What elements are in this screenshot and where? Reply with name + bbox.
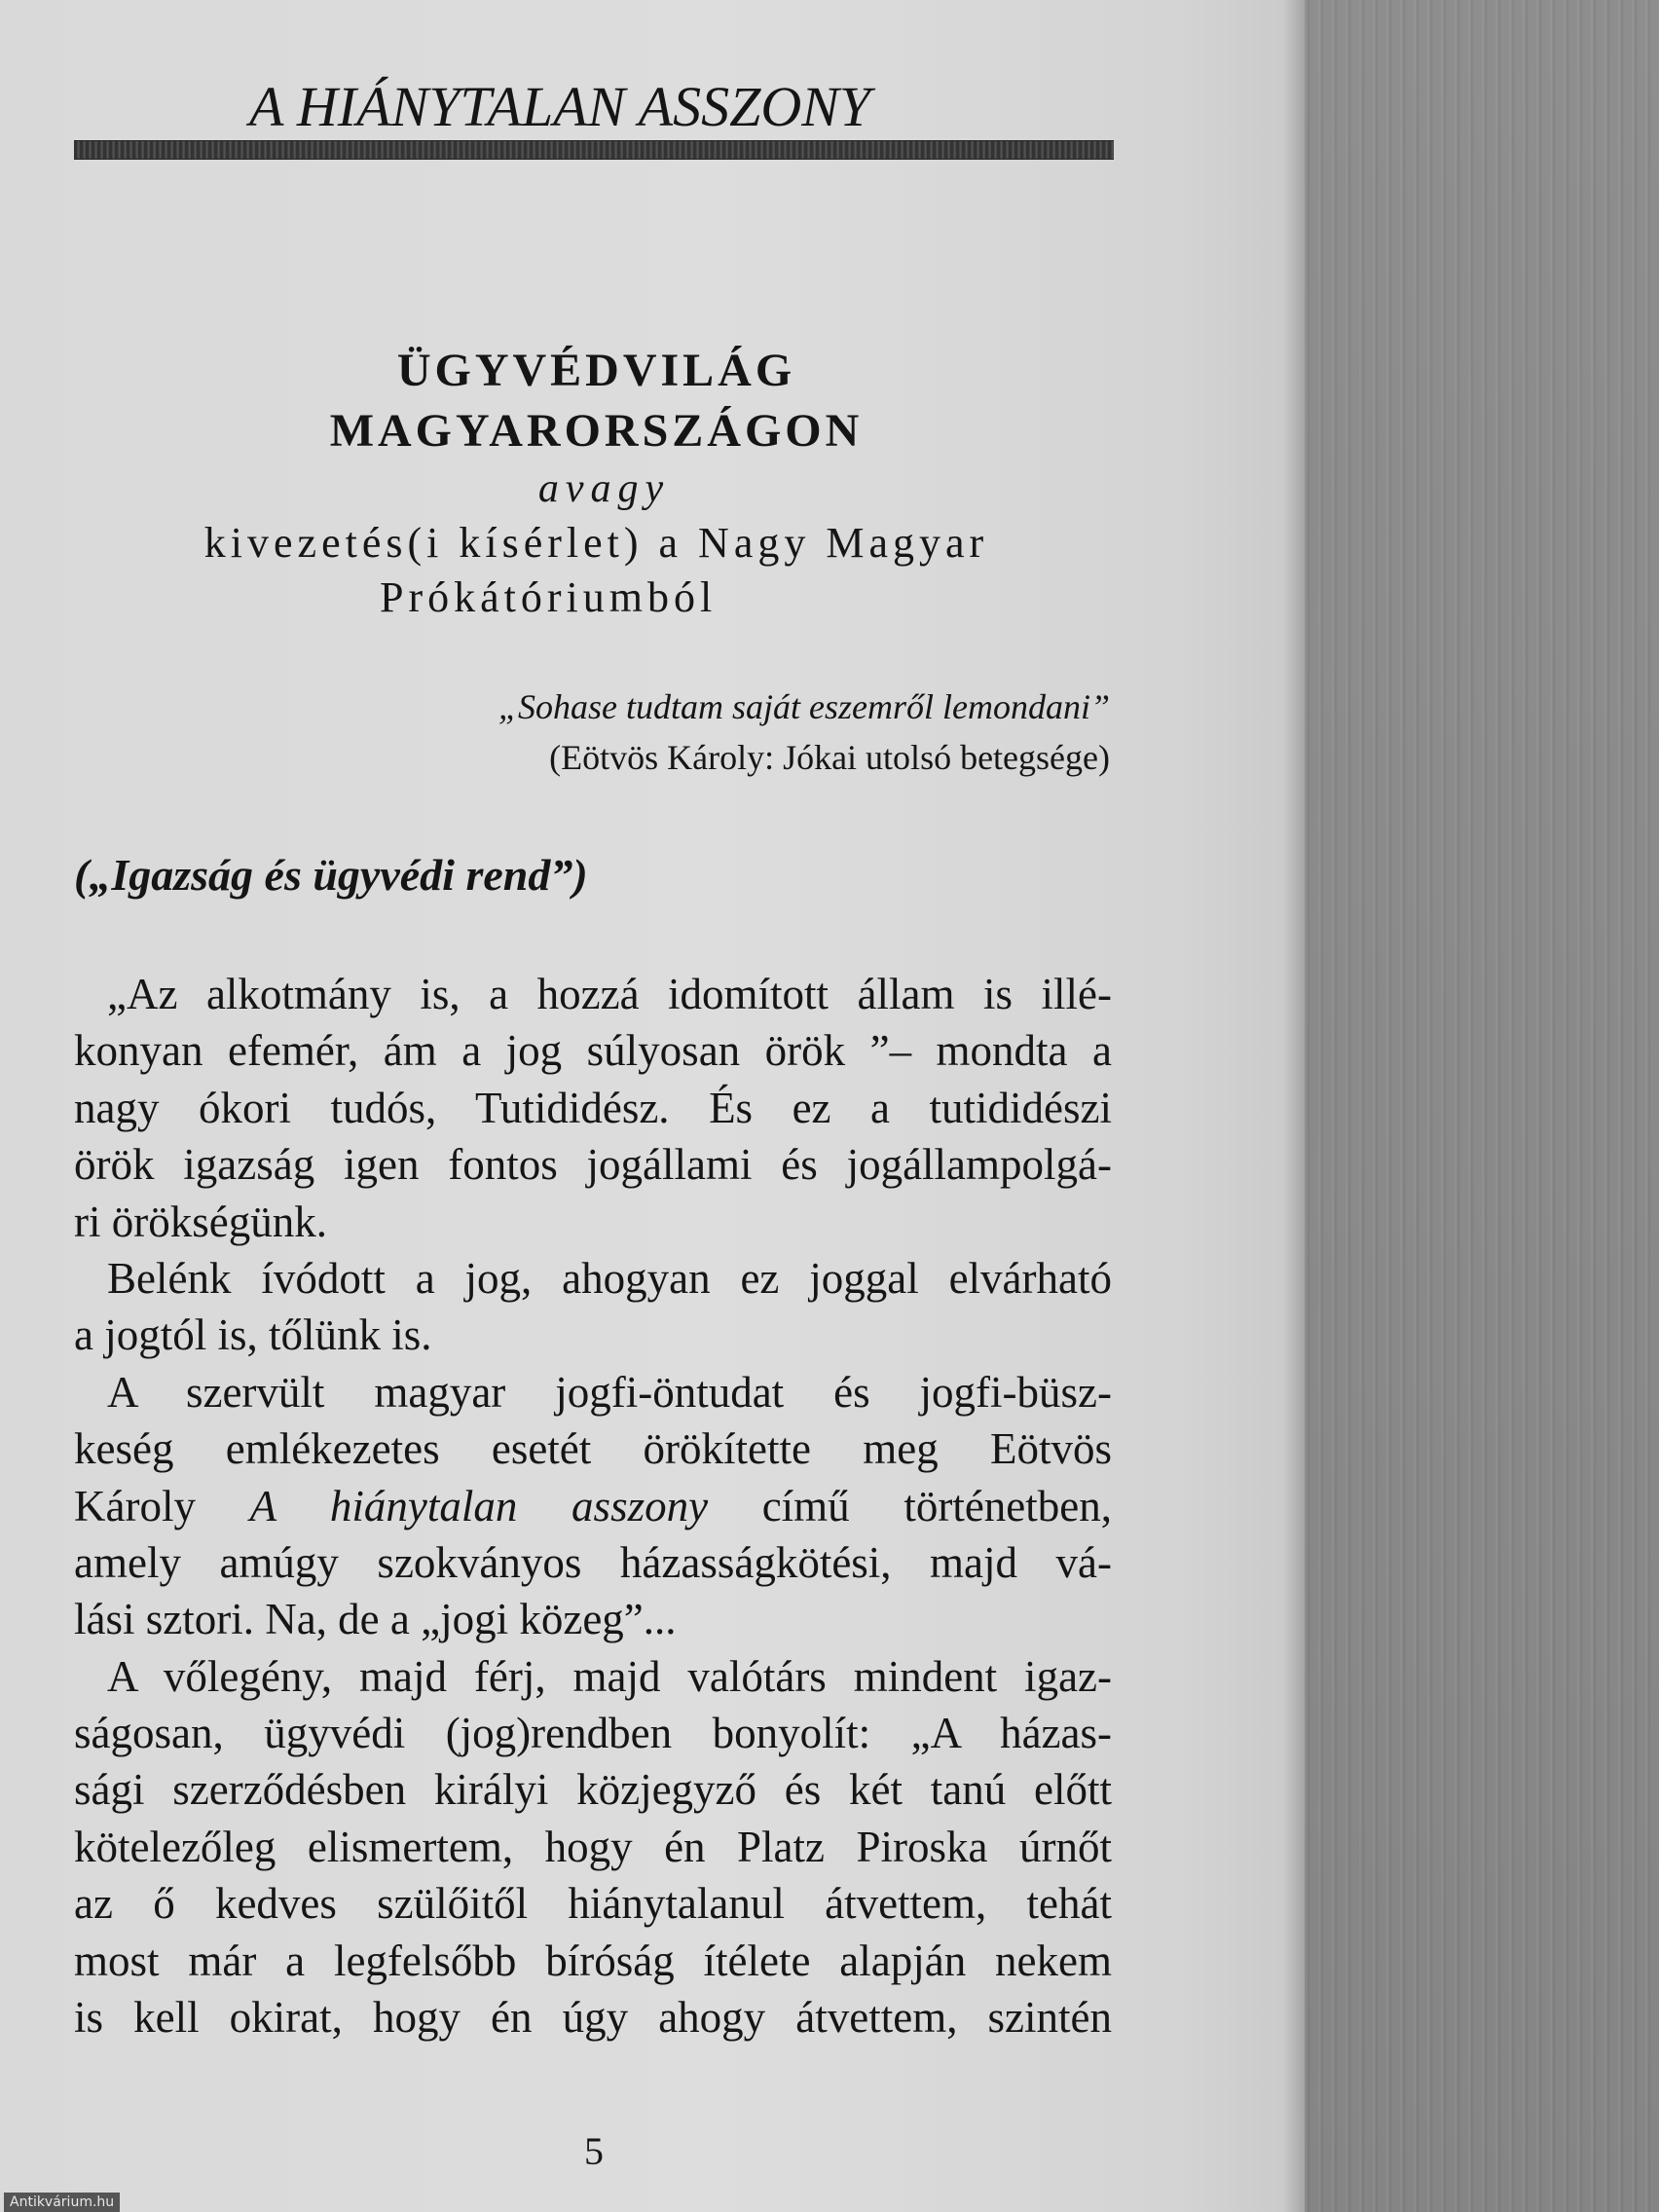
body-line: ri örökségünk. — [74, 1197, 327, 1246]
body-line: örök igazság igen fontos jogállami és jogállampolgá- — [74, 1140, 1112, 1190]
body-line: sági szerződésben királyi közjegyző és két tanú előtt — [74, 1765, 1112, 1815]
body-text — [74, 966, 1112, 2046]
chapter-title-line-2: MAGYARORSZÁGON — [329, 405, 864, 457]
body-line: A szervült magyar jogfi-öntudat és jogfi-büsz- — [107, 1367, 1112, 1417]
chapter-subtitle-line-2: Prókátóriumból — [380, 573, 718, 621]
body-line: nagy ókori tudós, Tutididész. És ez a tutididészi — [74, 1083, 1112, 1132]
book-title-italic: A hiánytalan asszony — [249, 1481, 709, 1530]
chapter-title-connector: avagy — [537, 466, 671, 511]
body-line: ságosan, ügyvédi (jog)rendben bonyolít: „A házas- — [74, 1709, 1112, 1758]
body-line: kötelezőleg elismertem, hogy én Platz Piroska úrnőt — [74, 1822, 1112, 1871]
chapter-subtitle-line-1: kivezetés(i kísérlet) a Nagy Magyar — [203, 519, 989, 567]
body-line: lási sztori. Na, de a „jogi közeg”... — [74, 1595, 677, 1644]
epigraph — [409, 682, 1110, 783]
body-line: is kell okirat, hogy én úgy ahogy átvettem, szintén — [74, 1993, 1112, 2043]
body-text-fragment: Károly — [74, 1481, 250, 1530]
running-header: A HIÁNYTALAN ASSZONY — [249, 75, 871, 138]
chapter-title-line-1: ÜGYVÉDVILÁG — [396, 345, 796, 396]
epigraph-quote: „Sohase tudtam saját eszemről lemondani” — [498, 687, 1110, 726]
body-line: a jogtól is, tőlünk is. — [74, 1310, 432, 1360]
body-line: A vőlegény, majd férj, majd valótárs mindent igaz- — [107, 1651, 1112, 1701]
body-line: „Az alkotmány is, a hozzá idomított állam is illé- — [107, 970, 1112, 1018]
body-text-fragment: című történetben, — [708, 1481, 1112, 1530]
body-line: amely amúgy szokványos házasságkötési, majd vá- — [74, 1537, 1112, 1587]
body-line: konyan efemér, ám a jog súlyosan örök ”– mondta a — [74, 1026, 1112, 1076]
body-line: Belénk ívódott a jog, ahogyan ez joggal elvárható — [107, 1253, 1112, 1303]
chapter-title-block — [78, 341, 1115, 625]
body-line: az ő kedves szülőitől hiánytalanul átvettem, tehát — [74, 1879, 1112, 1929]
body-line: most már a legfelsőbb bíróság ítélete alapján nekem — [74, 1936, 1112, 1985]
header-rule — [74, 140, 1114, 160]
body-line: keség emlékezetes esetét örökítette meg Eötvös — [74, 1424, 1112, 1474]
section-heading: („Igazság és ügyvédi rend”) — [74, 850, 588, 900]
body-line-with-title — [74, 1478, 1112, 1534]
background-surface — [1305, 0, 1659, 2212]
page-edge-shadow — [1283, 0, 1305, 2212]
page-number: 5 — [584, 2129, 604, 2173]
epigraph-source: (Eötvös Károly: Jókai utolsó betegsége) — [549, 738, 1110, 777]
watermark: Antikvárium.hu — [4, 2193, 120, 2212]
